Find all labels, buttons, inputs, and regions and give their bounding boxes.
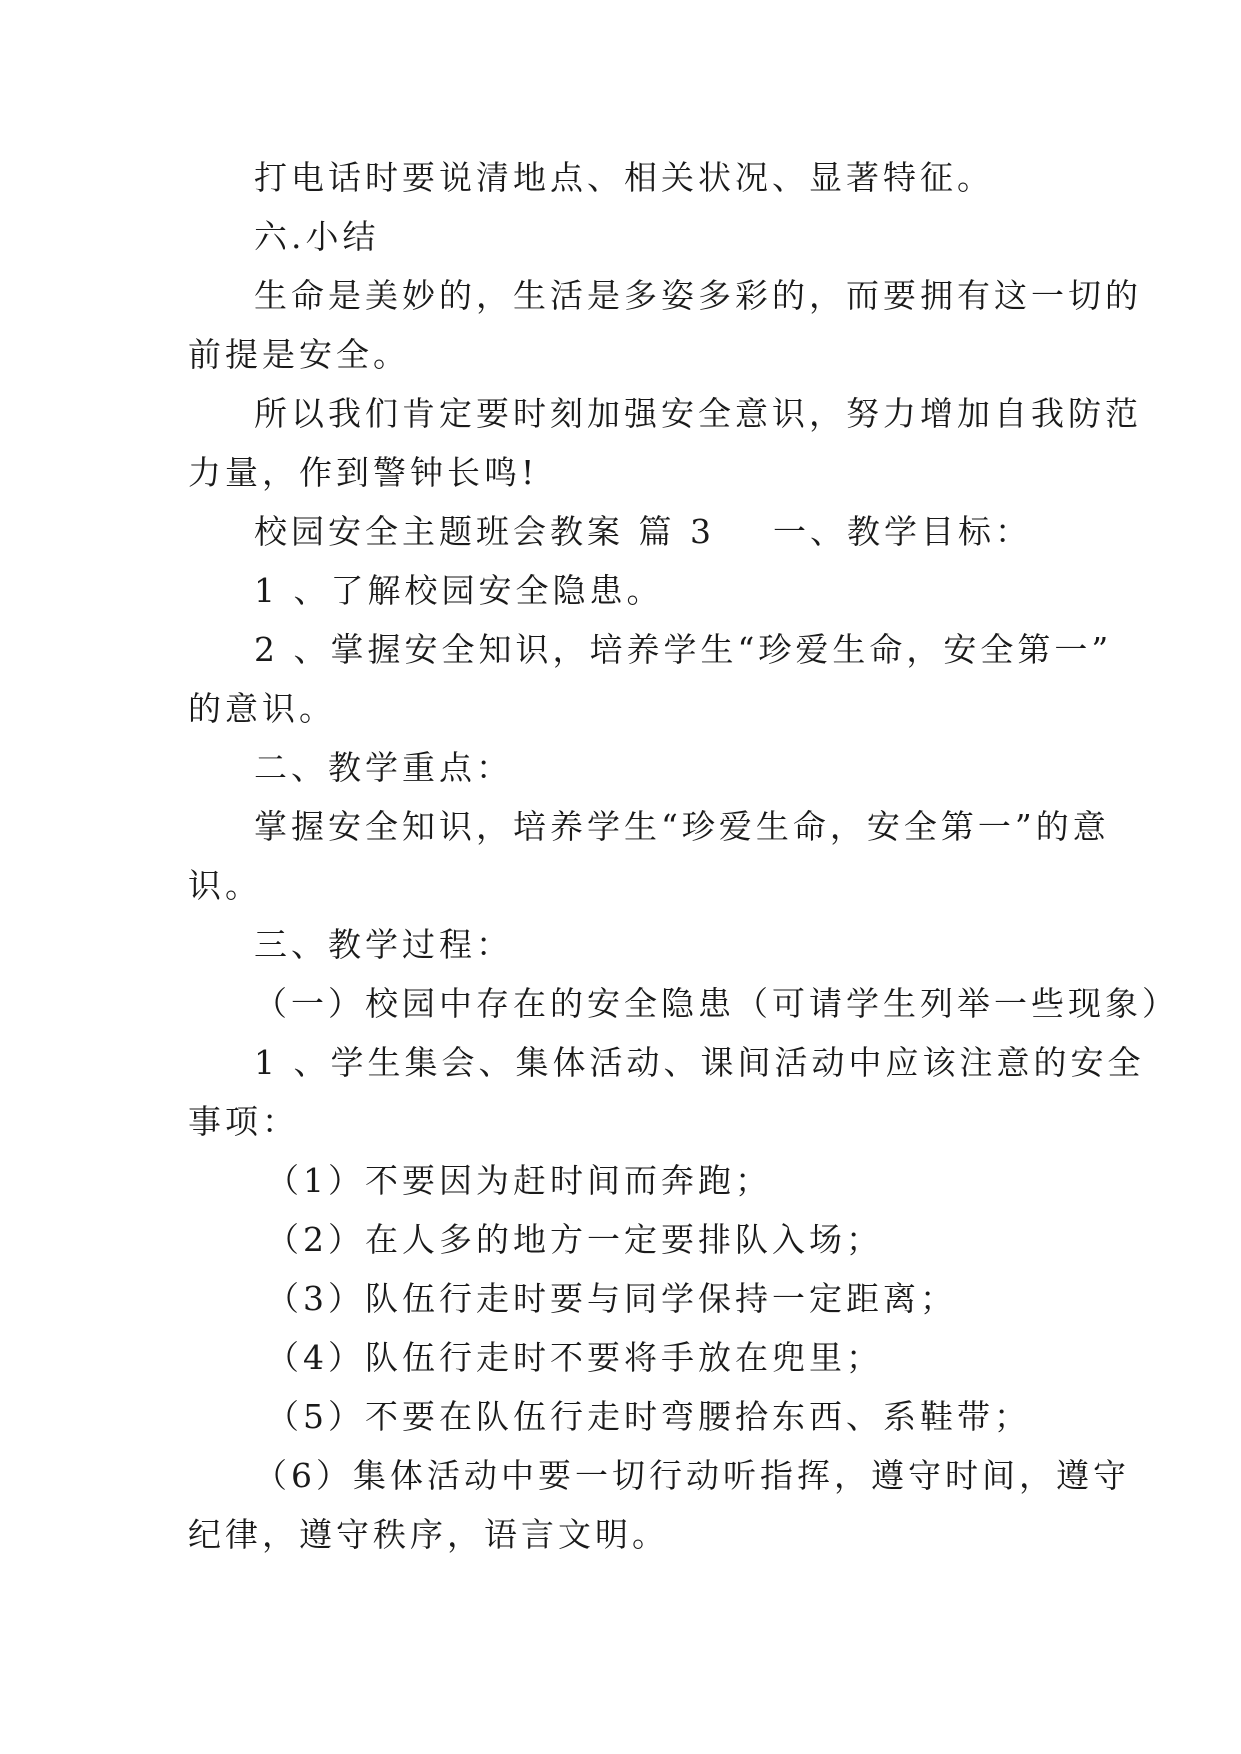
section-heading: 六.小结 — [254, 217, 380, 256]
list-item: （2）在人多的地方一定要排队入场； — [266, 1220, 883, 1259]
lesson-title-line — [188, 502, 1058, 561]
text-line: 的意识。 — [188, 689, 336, 728]
list-item: （3）队伍行走时要与同学保持一定距离； — [266, 1279, 957, 1318]
list-item: （5）不要在队伍行走时弯腰拾东西、系鞋带； — [266, 1397, 1031, 1436]
subsection-heading: （一）校园中存在的安全隐患（可请学生列举一些现象） — [254, 984, 1179, 1023]
text-line: 力量，作到警钟长鸣! — [188, 453, 539, 492]
section-heading: 三、教学过程： — [254, 925, 513, 964]
text-line: 前提是安全。 — [188, 335, 410, 374]
text-line: 纪律，遵守秩序，语言文明。 — [188, 1515, 669, 1554]
text-line: 事项： — [188, 1102, 299, 1141]
list-item: 1 、了解校园安全隐患。 — [254, 571, 664, 610]
text-line: 生命是美妙的，生活是多姿多彩的，而要拥有这一切的 — [254, 276, 1142, 315]
text-line: 识。 — [188, 866, 262, 905]
section-heading: 二、教学重点： — [254, 748, 513, 787]
text-line: 掌握安全知识，培养学生“珍爱生命，安全第一”的意 — [254, 807, 1110, 846]
list-item: （1）不要因为赶时间而奔跑； — [266, 1161, 772, 1200]
lesson-title: 校园安全主题班会教案 篇 3 — [254, 512, 715, 551]
list-item: 1 、学生集会、集体活动、课间活动中应该注意的安全 — [254, 1043, 1145, 1082]
text-line: 所以我们肯定要时刻加强安全意识，努力增加自我防范 — [254, 394, 1142, 433]
text-line: 打电话时要说清地点、相关状况、显著特征。 — [254, 158, 994, 197]
list-item: 2 、掌握安全知识，培养学生“珍爱生命，安全第一” — [254, 630, 1113, 669]
list-item: （6）集体活动中要一切行动听指挥，遵守时间，遵守 — [254, 1456, 1130, 1495]
document-body — [188, 148, 1179, 1564]
list-item: （4）队伍行走时不要将手放在兜里； — [266, 1338, 883, 1377]
section-heading: 一、教学目标： — [772, 512, 1032, 551]
